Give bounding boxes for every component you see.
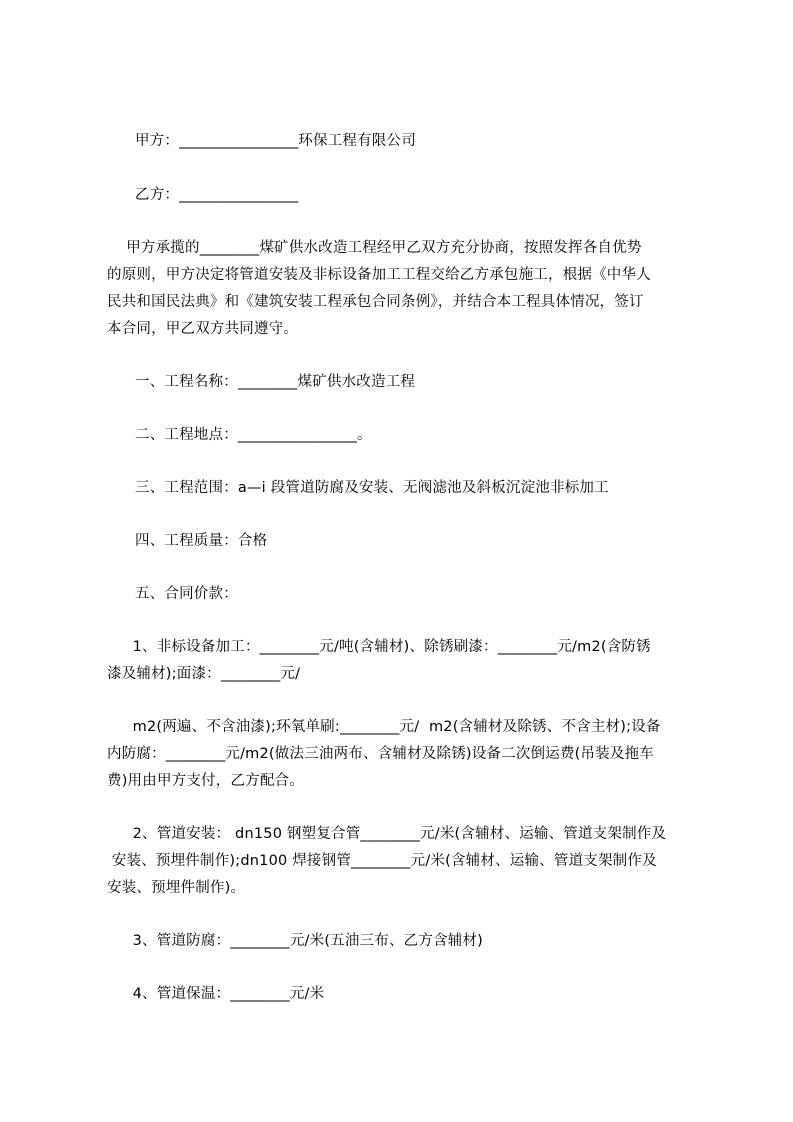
section-2-project-location: 二、工程地点：________________。 (135, 427, 372, 443)
intro-line-3: 民共和国民法典》和《建筑安装工程承包合同条例》，并结合本工程具体情况，签订 (107, 294, 644, 310)
section-3-project-scope: 三、工程范围：a—i 段管道防腐及安装、无阀滤池及斜板沉淀池非标加工 (135, 480, 609, 496)
intro-line-2: 的原则，甲方决定将管道安装及非标设备加工工程交给乙方承包施工，根据《中华人 (107, 267, 651, 283)
section-1-project-name: 一、工程名称：________煤矿供水改造工程 (135, 374, 416, 390)
party-a-line: 甲方：________________环保工程有限公司 (135, 133, 416, 149)
item-4-pipe-insulation: 4、管道保温：________元/米 (123, 986, 325, 1002)
item-2-line-2: 安装、预埋件制作);dn100 焊接钢管________元/米(含辅材、运输、管道支架制作及 (107, 853, 657, 869)
party-b-line: 乙方：________________ (135, 187, 299, 203)
intro-line-1: 甲方承揽的________煤矿供水改造工程经甲乙双方充分协商，按照发挥各自优势 (107, 240, 642, 256)
item-3-pipe-anticorrosion: 3、管道防腐：________元/米(五油三布、乙方含辅材) (123, 933, 484, 949)
item-1-cont-line-2: 内防腐：________元/m2(做法三油两布、含辅材及除锈)设备二次倒运费(吊装及拖车 (107, 746, 655, 762)
item-2-line-3: 安装、预埋件制作)。 (107, 880, 246, 896)
item-2-line-1: 2、管道安装： dn150 钢塑复合管________元/米(含辅材、运输、管道支架制作及 (123, 826, 667, 842)
item-1-cont-line-1: m2(两遍、不含油漆);环氧单刷:________元/ m2(含辅材及除锈、不含主材);设备 (123, 719, 661, 735)
section-4-project-quality: 四、工程质量：合格 (135, 533, 268, 549)
section-5-contract-price: 五、合同价款： (135, 586, 238, 602)
item-1-line-1: 1、非标设备加工：________元/吨(含辅材)、除锈刷漆：________元/m2(含防锈 (123, 639, 651, 655)
item-1-line-2: 漆及辅材);面漆：________元/ (107, 666, 301, 682)
item-1-cont-line-3: 费)用由甲方支付，乙方配合。 (107, 773, 304, 789)
intro-line-4: 本合同，甲乙双方共同遵守。 (107, 321, 299, 337)
